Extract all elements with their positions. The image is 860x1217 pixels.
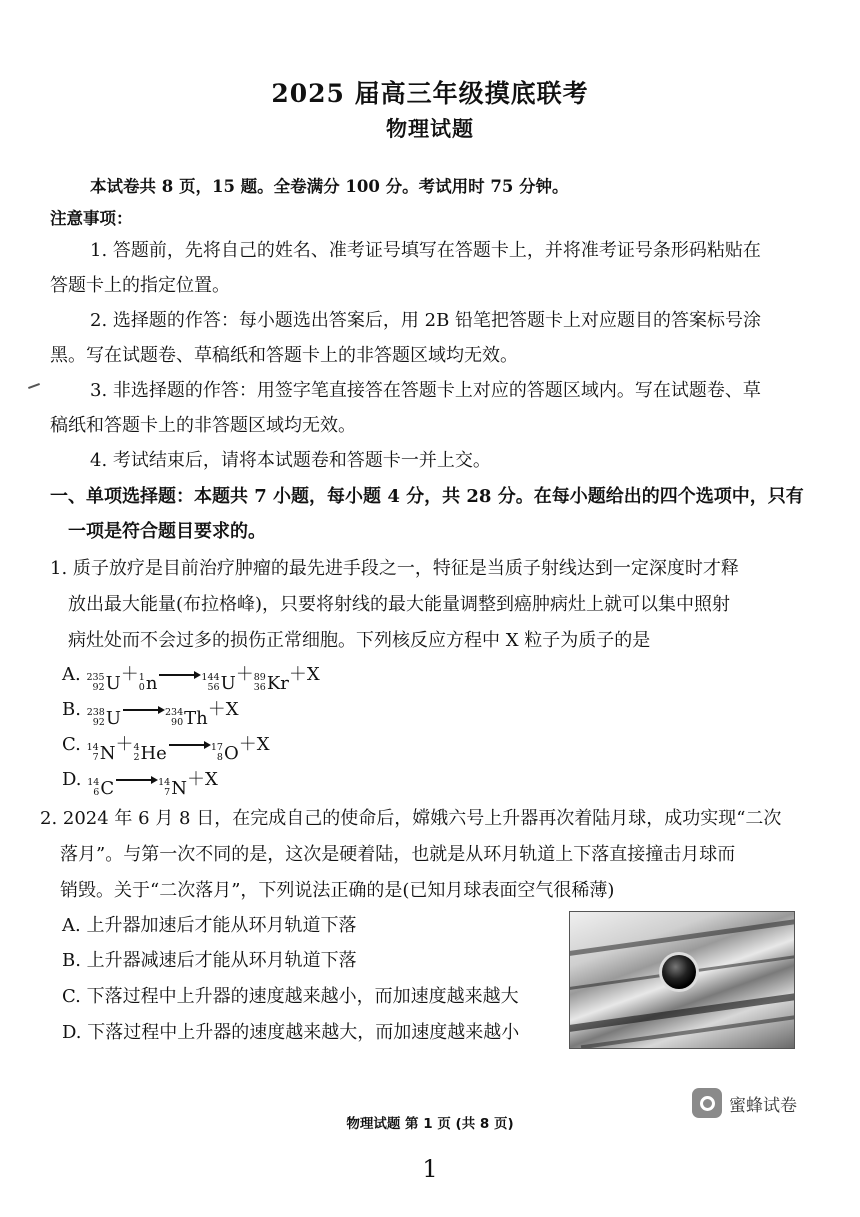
element-symbol: N (171, 777, 187, 799)
q1-stem-line-2: 放出最大能量(布拉格峰)，只要将射线的最大能量调整到癌肿病灶上就可以集中照射 (68, 594, 731, 615)
notice-1-line-1: 1. 答题前，先将自己的姓名、准考证号填写在答题卡上，并将准考证号条形码粘贴在 (90, 240, 761, 261)
element-symbol: He (140, 742, 167, 764)
element-symbol: U (105, 707, 121, 729)
brand-name: 蜜蜂试卷 (729, 1095, 797, 1116)
section-1-heading-cont: 一项是符合题目要求的。 (68, 521, 266, 542)
plus-sign: ＋ (115, 734, 134, 755)
plus-sign: ＋ (207, 699, 226, 720)
q2-stem-line-1: 2. 2024 年 6 月 8 日，在完成自己的使命后，嫦娥六号上升器再次着陆月球，成功实现“二次 (40, 808, 782, 829)
pen-mark (28, 383, 40, 389)
notice-2-line-2: 黑。写在试题卷、草稿纸和答题卡上的非答题区域均无效。 (50, 345, 518, 366)
q2-option-a: A. 上升器加速后才能从环月轨道下落 (62, 915, 357, 936)
atomic-number: 6 (93, 787, 100, 798)
mass-number: 14 (87, 777, 100, 788)
plus-sign: ＋ (235, 664, 254, 685)
atomic-number: 92 (92, 682, 105, 693)
q2-option-b: B. 上升器减速后才能从环月轨道下落 (62, 950, 357, 971)
mass-number: 238 (86, 707, 105, 718)
atomic-number: 2 (133, 752, 140, 763)
q1-option-c (62, 730, 270, 764)
option-label: B. (62, 699, 81, 720)
notice-2-line-1: 2. 选择题的作答：每小题选出答案后，用 2B 铅笔把答题卡上对应题目的答案标号涂 (90, 310, 762, 331)
exam-info: 本试卷共 8 页，15 题。全卷满分 100 分。考试用时 75 分钟。 (90, 177, 569, 196)
exam-subtitle: 物理试题 (386, 116, 474, 141)
mass-number: 4 (133, 742, 140, 753)
lunar-impact-photo (569, 911, 795, 1049)
notice-4-line-1: 4. 考试结束后，请将本试题卷和答题卡一并上交。 (90, 450, 491, 471)
mass-number: 14 (86, 742, 99, 753)
plus-sign: ＋ (238, 734, 257, 755)
plus-sign: ＋ (186, 769, 205, 790)
atomic-number: 92 (92, 717, 105, 728)
notice-3-line-1: 3. 非选择题的作答：用签字笔直接答在答题卡上对应的答题区域内。写在试题卷、草 (90, 380, 761, 401)
q2-option-c: C. 下落过程中上升器的速度越来越小，而加速度越来越大 (62, 986, 519, 1007)
atomic-number: 36 (253, 682, 266, 693)
mass-number: 1 (138, 672, 145, 683)
mass-number: 89 (253, 672, 266, 683)
reaction-arrow-icon (159, 674, 199, 676)
page-footer: 物理试题 第 1 页 (共 8 页) (346, 1116, 514, 1132)
lander-impact-icon (662, 955, 696, 989)
option-label: A. (62, 664, 81, 685)
reaction-arrow-icon (169, 744, 209, 746)
element-symbol: N (99, 742, 116, 764)
unknown-particle: X (225, 699, 239, 720)
reaction-arrow-icon (123, 709, 163, 711)
q1-option-b (62, 695, 239, 729)
q2-stem-line-3: 销毁。关于“二次落月”，下列说法正确的是(已知月球表面空气很稀薄) (60, 880, 615, 901)
element-symbol: n (145, 672, 158, 694)
page-number: 1 (422, 1155, 438, 1183)
mass-number: 14 (158, 777, 171, 788)
atomic-number: 7 (92, 752, 99, 763)
notice-3-line-2: 稿纸和答题卡上的非答题区域均无效。 (50, 415, 356, 436)
option-label: C. (62, 734, 81, 755)
section-1-heading: 一、单项选择题：本题共 7 小题，每小题 4 分，共 28 分。在每小题给出的四个选项中，只有 (50, 486, 804, 507)
unknown-particle: X (306, 664, 320, 685)
atomic-number: 56 (207, 682, 220, 693)
q2-option-d: D. 下落过程中上升器的速度越来越大，而加速度越来越小 (62, 1022, 520, 1043)
element-symbol: C (100, 777, 115, 799)
element-symbol: O (223, 742, 239, 764)
element-symbol: U (220, 672, 236, 694)
q1-stem-line-1: 1. 质子放疗是目前治疗肿瘤的最先进手段之一，特征是当质子射线达到一定深度时才释 (50, 558, 739, 579)
atomic-number: 7 (164, 787, 171, 798)
plus-sign: ＋ (288, 664, 307, 685)
element-symbol: Th (184, 707, 208, 729)
notice-heading: 注意事项： (50, 209, 133, 228)
atomic-number: 0 (138, 682, 145, 693)
q1-stem-line-3: 病灶处而不会过多的损伤正常细胞。下列核反应方程中 X 粒子为质子的是 (68, 630, 651, 651)
mass-number: 144 (201, 672, 220, 683)
reaction-arrow-icon (116, 779, 156, 781)
q1-option-d (62, 765, 218, 799)
element-symbol: U (105, 672, 121, 694)
mass-number: 235 (86, 672, 105, 683)
element-symbol: Kr (266, 672, 289, 694)
notice-1-line-2: 答题卡上的指定位置。 (50, 275, 230, 296)
mass-number: 17 (210, 742, 223, 753)
unknown-particle: X (204, 769, 218, 790)
atomic-number: 8 (216, 752, 223, 763)
atomic-number: 90 (171, 717, 184, 728)
exam-title: 2025 届高三年级摸底联考 (271, 79, 589, 108)
plus-sign: ＋ (120, 664, 139, 685)
q2-stem-line-2: 落月”。与第一次不同的是，这次是硬着陆，也就是从环月轨道上下落直接撞击月球而 (60, 844, 736, 865)
option-label: D. (62, 769, 82, 790)
mass-number: 234 (165, 707, 184, 718)
unknown-particle: X (256, 734, 270, 755)
q1-option-a (62, 660, 320, 694)
